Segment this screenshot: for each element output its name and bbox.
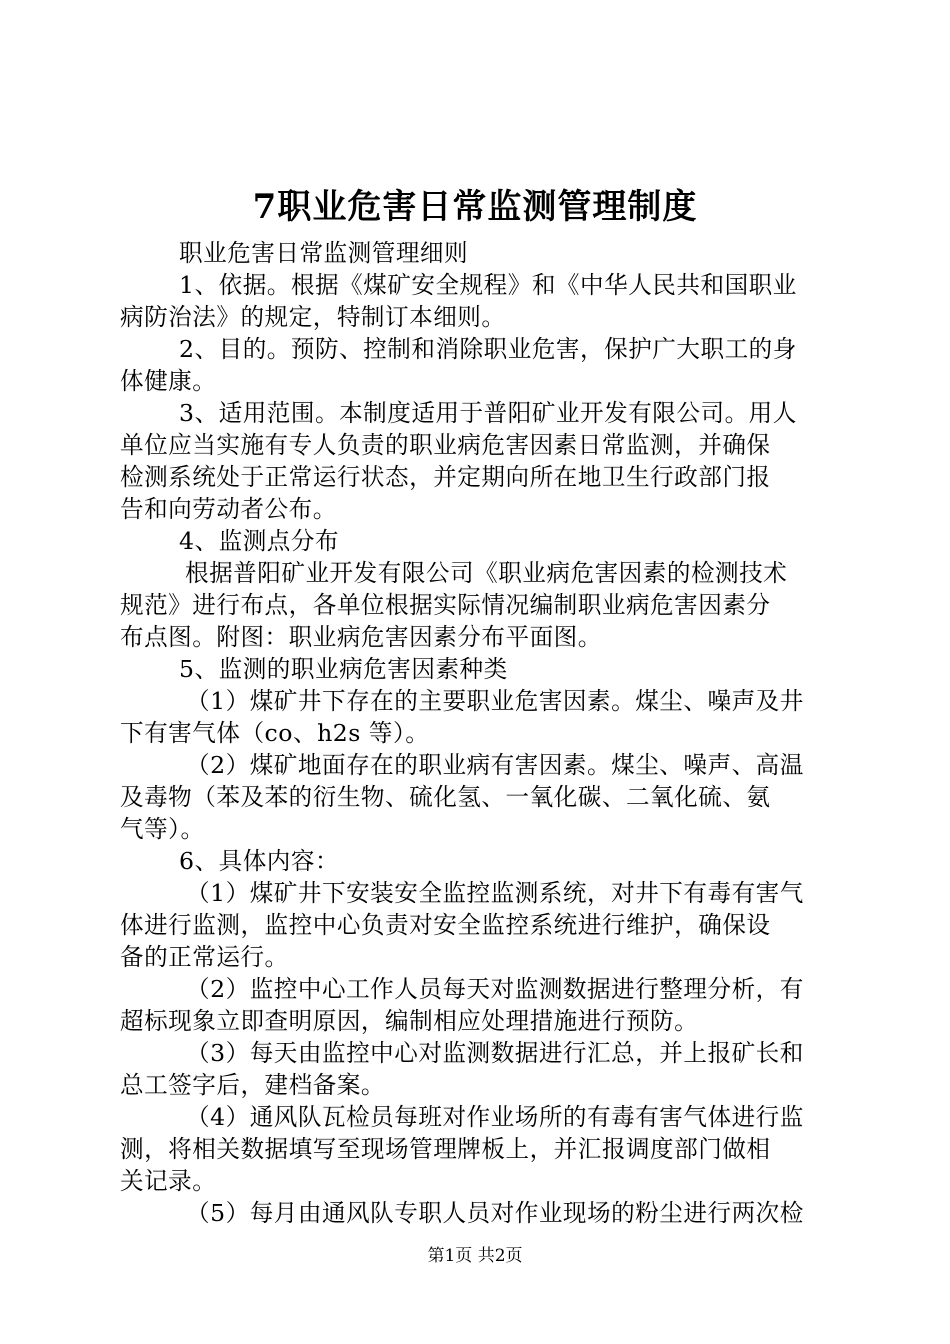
text-line: 4、监测点分布 [179,527,340,555]
page-footer: 第1页 共2页 [427,1246,523,1266]
text-line: （2）煤矿地面存在的职业病有害因素。煤尘、噪声、高温 [186,751,804,779]
text-line: （4）通风队瓦检员每班对作业场所的有毒有害气体进行监 [186,1103,804,1131]
text-line: 及毒物（苯及苯的衍生物、硫化氢、一氧化碳、二氧化硫、氨 [120,783,771,811]
text-line: 3、适用范围。本制度适用于普阳矿业开发有限公司。用人 [179,399,797,427]
text-line: 职业危害日常监测管理细则 [179,239,469,267]
text-line: 告和向劳动者公布。 [120,495,337,523]
text-line: 布点图。附图：职业病危害因素分布平面图。 [120,623,602,651]
text-line: 检测系统处于正常运行状态，并定期向所在地卫生行政部门报 [120,463,771,491]
text-line: （3）每天由监控中心对监测数据进行汇总，并上报矿长和 [186,1039,804,1067]
text-line: 体健康。 [120,367,217,395]
text-line: 5、监测的职业病危害因素种类 [179,655,508,683]
text-line: （2）监控中心工作人员每天对监测数据进行整理分析，有 [186,975,804,1003]
text-line: 备的正常运行。 [120,943,289,971]
text-line: （1）煤矿井下存在的主要职业危害因素。煤尘、噪声及井 [186,687,804,715]
text-line: （1）煤矿井下安装安全监控监测系统，对井下有毒有害气 [186,879,804,907]
text-line: 规范》进行布点，各单位根据实际情况编制职业病危害因素分 [120,591,771,619]
text-line: 超标现象立即查明原因，编制相应处理措施进行预防。 [120,1007,699,1035]
text-line: 6、具体内容： [179,847,340,875]
text-line: 病防治法》的规定，特制订本细则。 [120,303,506,331]
page-title: 7职业危害日常监测管理制度 [252,187,698,227]
text-line: 2、目的。预防、控制和消除职业危害，保护广大职工的身 [179,335,797,363]
text-line: 1、依据。根据《煤矿安全规程》和《中华人民共和国职业 [179,271,797,299]
text-line: 下有害气体（co、h2s 等）。 [120,719,430,747]
text-line: （5）每月由通风队专职人员对作业现场的粉尘进行两次检 [186,1199,804,1227]
text-line: 体进行监测，监控中心负责对安全监控系统进行维护，确保设 [120,911,771,939]
text-line: 测，将相关数据填写至现场管理牌板上，并汇报调度部门做相 [120,1135,771,1163]
text-line: 气等）。 [120,815,205,843]
text-line: 单位应当实施有专人负责的职业病危害因素日常监测，并确保 [120,431,771,459]
text-line: 总工签字后，建档备案。 [120,1071,386,1099]
text-line: 根据普阳矿业开发有限公司《职业病危害因素的检测技术 [185,559,788,587]
text-line: 关记录。 [120,1167,217,1195]
